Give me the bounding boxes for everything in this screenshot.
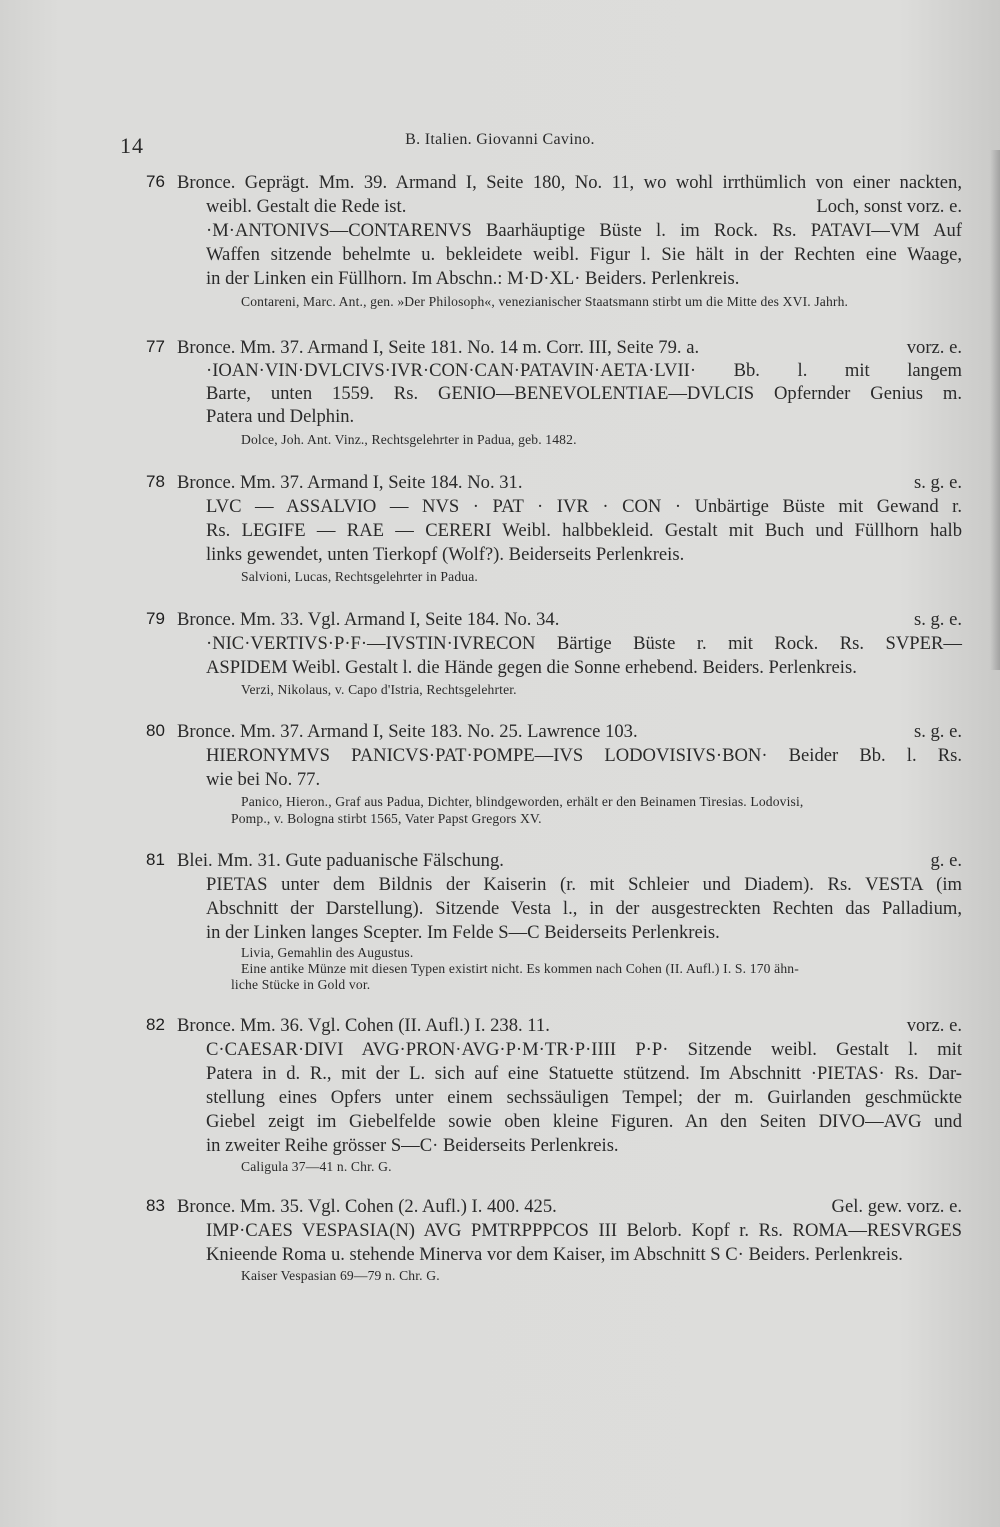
entry-line-with-grade [177, 850, 962, 872]
entry-number: 79 [146, 609, 165, 628]
entry-note: Contareni, Marc. Ant., gen. »Der Philosoph«, venezianischer Staatsmann stirbt um die Mitte des XVI. Jahrh. [241, 294, 849, 309]
entry-line: ·IOAN·VIN·DVLCIVS·IVR·CON·CAN·PATAVIN·AETA·LVII· Bb. l. mit langem [206, 360, 962, 381]
entry-note: liche Stücke in Gold vor. [231, 977, 371, 992]
entry-line-with-grade [177, 1015, 962, 1037]
grade-label: s. g. e. [913, 472, 962, 493]
entry-note: Livia, Gemahlin des Augustus. [241, 945, 414, 960]
grade-label: vorz. e. [906, 337, 962, 358]
entry-line-text: Bronce. Mm. 33. Vgl. Armand I, Seite 184. No. 34. [177, 609, 560, 630]
entry-number: 81 [146, 850, 165, 869]
entry-line: Giebel zeigt im Giebelfelde sowie oben kleine Figuren. An den Seiten DIVO—AVG und [206, 1111, 962, 1132]
entry-line-text: Bronce. Mm. 36. Vgl. Cohen (II. Aufl.) I. 238. 11. [177, 1015, 550, 1036]
entry-number: 83 [146, 1196, 165, 1215]
entry-line: Waffen sitzende behelmte u. bekleidete weibl. Figur l. Sie hält in der Rechten eine Waage, [206, 244, 962, 265]
entry-line-with-grade [206, 196, 962, 218]
entry-number: 80 [146, 721, 165, 740]
grade-label: s. g. e. [913, 721, 962, 742]
entry-line-text: Bronce. Mm. 37. Armand I, Seite 181. No. 14 m. Corr. III, Seite 79. a. [177, 337, 700, 358]
entry-line-text: Bronce. Mm. 35. Vgl. Cohen (2. Aufl.) I. 400. 425. [177, 1196, 557, 1217]
entry-line-text: Blei. Mm. 31. Gute paduanische Fälschung. [177, 850, 504, 871]
entry-line: in der Linken ein Füllhorn. Im Abschn.: M·D·XL· Beiders. Perlenkreis. [206, 268, 740, 289]
entry-line-text: Bronce. Mm. 37. Armand I, Seite 183. No. 25. Lawrence 103. [177, 721, 638, 742]
entry-line: Patera in d. R., mit der L. sich auf eine Statuette stützend. Im Abschnitt ·PIETAS· Rs. Dar- [206, 1063, 962, 1084]
entry-line-with-grade [177, 337, 962, 359]
entry-line: in der Linken langes Scepter. Im Felde S—C Beiderseits Perlenkreis. [206, 922, 720, 943]
grade-label: g. e. [930, 850, 962, 871]
entry-note: Caligula 37—41 n. Chr. G. [241, 1159, 392, 1174]
entry-number: 78 [146, 472, 165, 491]
entry-note: Dolce, Joh. Ant. Vinz., Rechtsgelehrter in Padua, geb. 1482. [241, 432, 577, 447]
entry-note: Salvioni, Lucas, Rechtsgelehrter in Padua. [241, 569, 478, 584]
entry-line: links gewendet, unten Tierkopf (Wolf?). Beiderseits Perlenkreis. [206, 544, 685, 565]
running-title: B. Italien. Giovanni Cavino. [405, 131, 595, 148]
grade-label: Loch, sonst vorz. e. [816, 196, 962, 217]
entry-line: wie bei No. 77. [206, 769, 321, 790]
page-number: 14 [120, 133, 144, 158]
entry-line: Abschnitt der Darstellung). Sitzende Vesta l., in der ausgestreckten Rechten das Palladium, [206, 898, 962, 919]
entry-line: HIERONYMVS PANICVS·PAT·POMPE—IVS LODOVISIVS·BON· Beider Bb. l. Rs. [206, 745, 962, 766]
entry-number: 77 [146, 337, 165, 356]
entry-line-text: weibl. Gestalt die Rede ist. [206, 196, 407, 217]
entry-note: Verzi, Nikolaus, v. Capo d'Istria, Rechtsgelehrter. [241, 682, 517, 697]
entry-line: ·M·ANTONIVS—CONTARENVS Baarhäuptige Büste l. im Rock. Rs. PATAVI—VM Auf [206, 220, 962, 241]
entry-note: Panico, Hieron., Graf aus Padua, Dichter, blindgeworden, erhält er den Beinamen Tiresias. Lodovisi, [241, 794, 804, 809]
entry-line: PIETAS unter dem Bildnis der Kaiserin (r. mit Schleier und Diadem). Rs. VESTA (im [206, 874, 962, 895]
entry-line-with-grade [177, 1196, 962, 1218]
entry-line: Rs. LEGIFE — RAE — CERERI Weibl. halbbekleid. Gestalt mit Buch und Füllhorn halb [206, 520, 962, 541]
entry-line-with-grade [177, 472, 962, 494]
entry-line-with-grade [177, 721, 962, 743]
entry-line: ·NIC·VERTIVS·P·F·—IVSTIN·IVRECON Bärtige Büste r. mit Rock. Rs. SVPER— [206, 633, 962, 654]
entry-line: Patera und Delphin. [206, 406, 355, 427]
entry-number: 76 [146, 172, 165, 191]
entry-line-with-grade [177, 609, 962, 631]
grade-label: s. g. e. [913, 609, 962, 630]
entry-line: LVC — ASSALVIO — NVS · PAT · IVR · CON · Unbärtige Büste mit Gewand r. [206, 496, 962, 517]
entry-note: Kaiser Vespasian 69—79 n. Chr. G. [241, 1268, 440, 1283]
entry-note: Pomp., v. Bologna stirbt 1565, Vater Papst Gregors XV. [231, 811, 542, 826]
entry-number: 82 [146, 1015, 165, 1034]
entry-line: Barte, unten 1559. Rs. GENIO—BENEVOLENTIAE—DVLCIS Opfernder Genius m. [206, 383, 962, 404]
entry-line: in zweiter Reihe grösser S—C· Beiderseits Perlenkreis. [206, 1135, 619, 1156]
entry-line: stellung eines Opfers unter einem sechssäuligen Tempel; der m. Guirlanden geschmückte [206, 1087, 962, 1108]
grade-label: Gel. gew. vorz. e. [831, 1196, 962, 1217]
page-edge-shadow [990, 150, 1000, 670]
entry-line: ASPIDEM Weibl. Gestalt l. die Hände gegen die Sonne erhebend. Beiders. Perlenkreis. [206, 657, 857, 678]
entry-note: Eine antike Münze mit diesen Typen existirt nicht. Es kommen nach Cohen (II. Aufl.) I. S. 170 ähn- [241, 961, 799, 976]
entry-line: Knieende Roma u. stehende Minerva vor dem Kaiser, im Abschnitt S C· Beiders. Perlenkreis. [206, 1244, 903, 1265]
entry-line: Bronce. Geprägt. Mm. 39. Armand I, Seite 180, No. 11, wo wohl irrthümlich von einer nackten, [177, 172, 962, 193]
entry-line: C·CAESAR·DIVI AVG·PRON·AVG·P·M·TR·P·IIII P·P· Sitzende weibl. Gestalt l. mit [206, 1039, 962, 1060]
entry-line-text: Bronce. Mm. 37. Armand I, Seite 184. No. 31. [177, 472, 523, 493]
grade-label: vorz. e. [906, 1015, 962, 1036]
entry-line: IMP·CAES VESPASIA(N) AVG PMTRPPPCOS III Belorb. Kopf r. Rs. ROMA—RESVRGES [206, 1220, 962, 1241]
